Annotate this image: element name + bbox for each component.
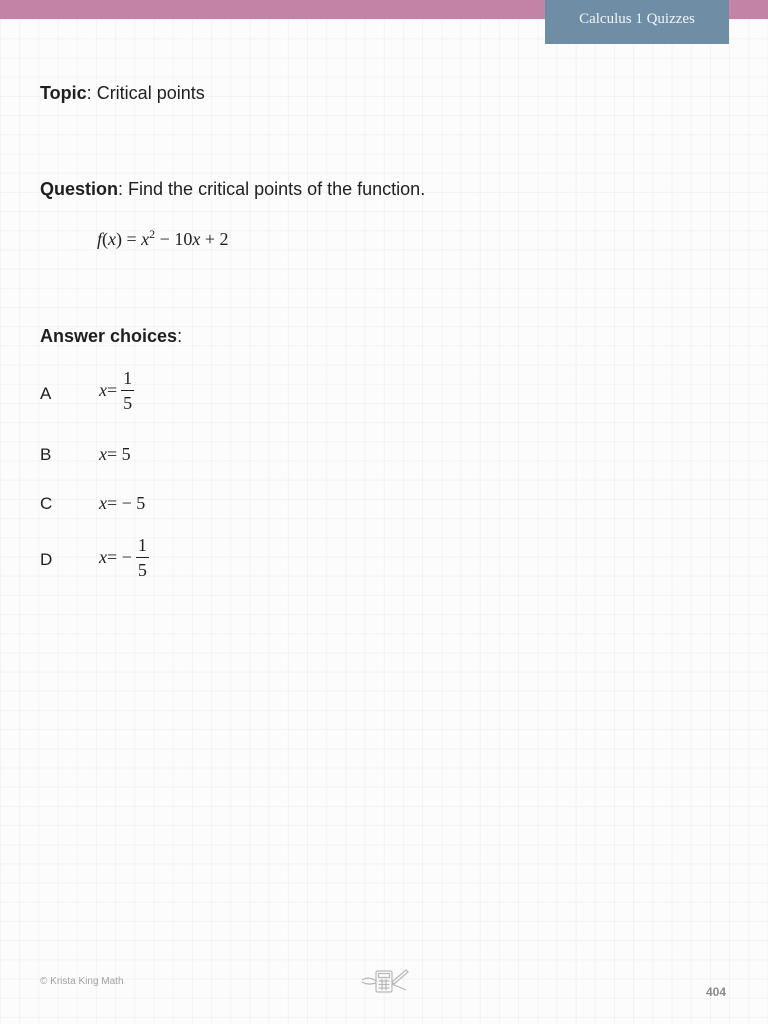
function-term2-variable: x bbox=[192, 229, 201, 249]
choice-d-equals: = − bbox=[107, 547, 132, 567]
answer-choices-label: Answer choices bbox=[40, 326, 178, 346]
choice-c-letter[interactable]: C bbox=[40, 494, 53, 513]
choice-c-expression[interactable] bbox=[99, 493, 145, 514]
function-equals: = bbox=[122, 229, 142, 249]
topic-text: Critical points bbox=[91, 83, 205, 103]
choice-b-expression[interactable] bbox=[99, 444, 131, 465]
answer-choices-separator: : bbox=[177, 326, 183, 346]
question-separator: : bbox=[118, 179, 124, 199]
question-label: Question bbox=[40, 179, 119, 199]
question-text: Find the critical points of the function. bbox=[123, 179, 426, 199]
choice-a-letter[interactable]: A bbox=[40, 384, 52, 403]
function-expression bbox=[97, 227, 228, 250]
choice-c-variable: x bbox=[99, 493, 107, 513]
choice-b-variable: x bbox=[99, 444, 107, 464]
function-variable: x bbox=[108, 229, 117, 249]
function-name: f bbox=[97, 229, 103, 249]
choice-a-denominator: 5 bbox=[123, 393, 133, 413]
topic-separator: : bbox=[86, 83, 92, 103]
choice-a-equals: = bbox=[107, 380, 118, 400]
choice-c-value: = − 5 bbox=[107, 493, 146, 513]
function-tail: + 2 bbox=[200, 229, 229, 249]
choice-d-variable: x bbox=[99, 547, 107, 567]
page-number: 404 bbox=[706, 985, 727, 999]
answer-choices-heading bbox=[40, 326, 182, 347]
choice-d-expression[interactable] bbox=[99, 536, 149, 579]
function-exponent: 2 bbox=[149, 227, 156, 241]
function-paren-close: ) bbox=[116, 229, 123, 249]
choice-d-fraction bbox=[136, 536, 149, 579]
choice-b-letter[interactable]: B bbox=[40, 445, 52, 464]
choice-d-denominator: 5 bbox=[137, 560, 147, 580]
choice-d-letter[interactable]: D bbox=[40, 550, 53, 569]
function-minus-term: − 10 bbox=[155, 229, 193, 249]
calculator-pencil-icon bbox=[360, 966, 410, 996]
choice-d-numerator: 1 bbox=[136, 536, 149, 558]
function-paren-open: ( bbox=[102, 229, 109, 249]
choice-b-value: = 5 bbox=[107, 444, 131, 464]
topic-label: Topic bbox=[40, 83, 87, 103]
function-term1-variable: x bbox=[141, 229, 150, 249]
header-tab bbox=[545, 0, 729, 44]
topic-line bbox=[40, 83, 205, 104]
choice-a-numerator: 1 bbox=[121, 369, 134, 391]
choice-a-variable: x bbox=[99, 380, 107, 400]
choice-a-fraction bbox=[121, 369, 134, 412]
header-tab-label: Calculus 1 Quizzes bbox=[579, 10, 695, 27]
question-line bbox=[40, 179, 425, 200]
choice-a-expression[interactable] bbox=[99, 369, 134, 412]
footer-copyright: © Krista King Math bbox=[40, 976, 124, 987]
